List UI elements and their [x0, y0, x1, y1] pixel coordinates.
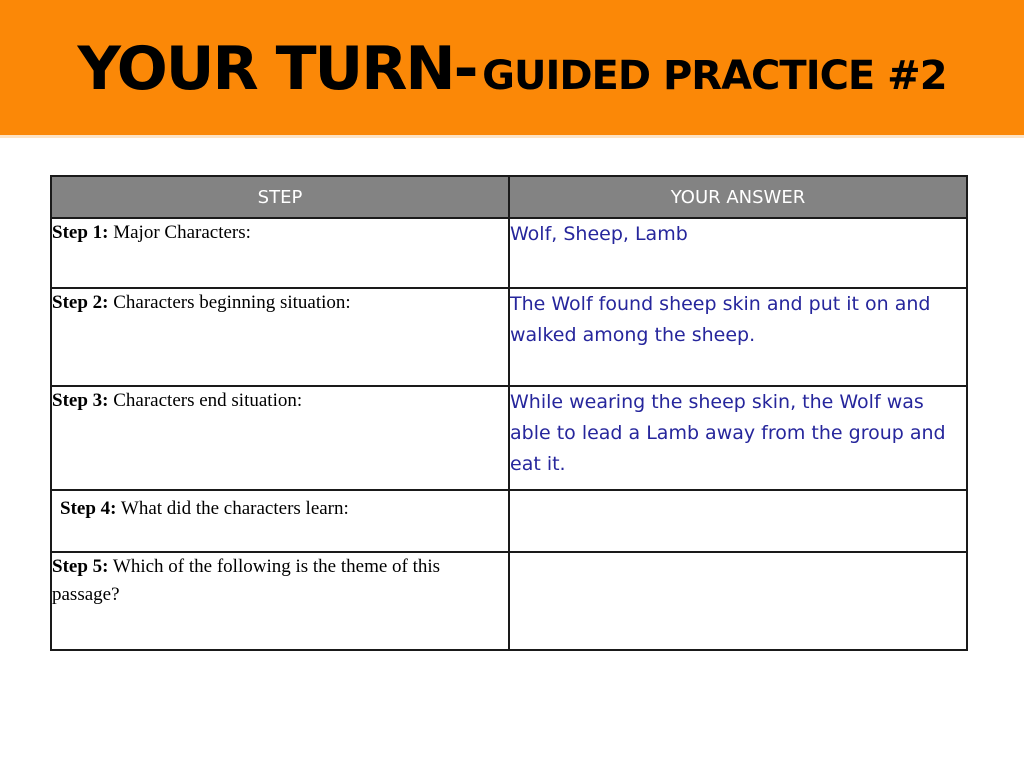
- step-cell: [51, 288, 509, 386]
- table-header-row: [51, 176, 967, 218]
- step-cell: [51, 552, 509, 650]
- header-step: STEP: [51, 176, 509, 218]
- step-prompt: Characters beginning situation:: [113, 292, 351, 313]
- title-main: YOUR TURN-: [77, 34, 477, 104]
- answer-cell[interactable]: Wolf, Sheep, Lamb: [509, 218, 967, 288]
- step-prompt: Major Characters:: [113, 222, 251, 243]
- step-label: Step 4:: [60, 498, 117, 519]
- step-cell: [51, 490, 509, 552]
- step-label: Step 5:: [52, 556, 109, 577]
- table-row: [51, 386, 967, 490]
- table-row: [51, 218, 967, 288]
- answer-cell[interactable]: While wearing the sheep skin, the Wolf was able to lead a Lamb away from the group and eat it.: [509, 386, 967, 490]
- step-label: Step 1:: [52, 222, 109, 243]
- table-row: [51, 288, 967, 386]
- table-row: [51, 490, 967, 552]
- step-label: Step 2:: [52, 292, 109, 313]
- title-sub: GUIDED PRACTICE #2: [482, 53, 947, 99]
- step-prompt: Which of the following is the theme of this passage?: [52, 556, 441, 605]
- steps-table: [50, 175, 968, 651]
- step-label: Step 3:: [52, 390, 109, 411]
- step-cell: [51, 218, 509, 288]
- banner-divider: [0, 135, 1024, 138]
- answer-cell[interactable]: The Wolf found sheep skin and put it on and walked among the sheep.: [509, 288, 967, 386]
- step-prompt: Characters end situation:: [113, 390, 303, 411]
- step-prompt: What did the characters learn:: [120, 498, 349, 519]
- answer-cell[interactable]: [509, 552, 967, 650]
- table-row: [51, 552, 967, 650]
- step-cell: [51, 386, 509, 490]
- slide-title: [0, 34, 1024, 104]
- header-your-answer: YOUR ANSWER: [509, 176, 967, 218]
- answer-cell[interactable]: [509, 490, 967, 552]
